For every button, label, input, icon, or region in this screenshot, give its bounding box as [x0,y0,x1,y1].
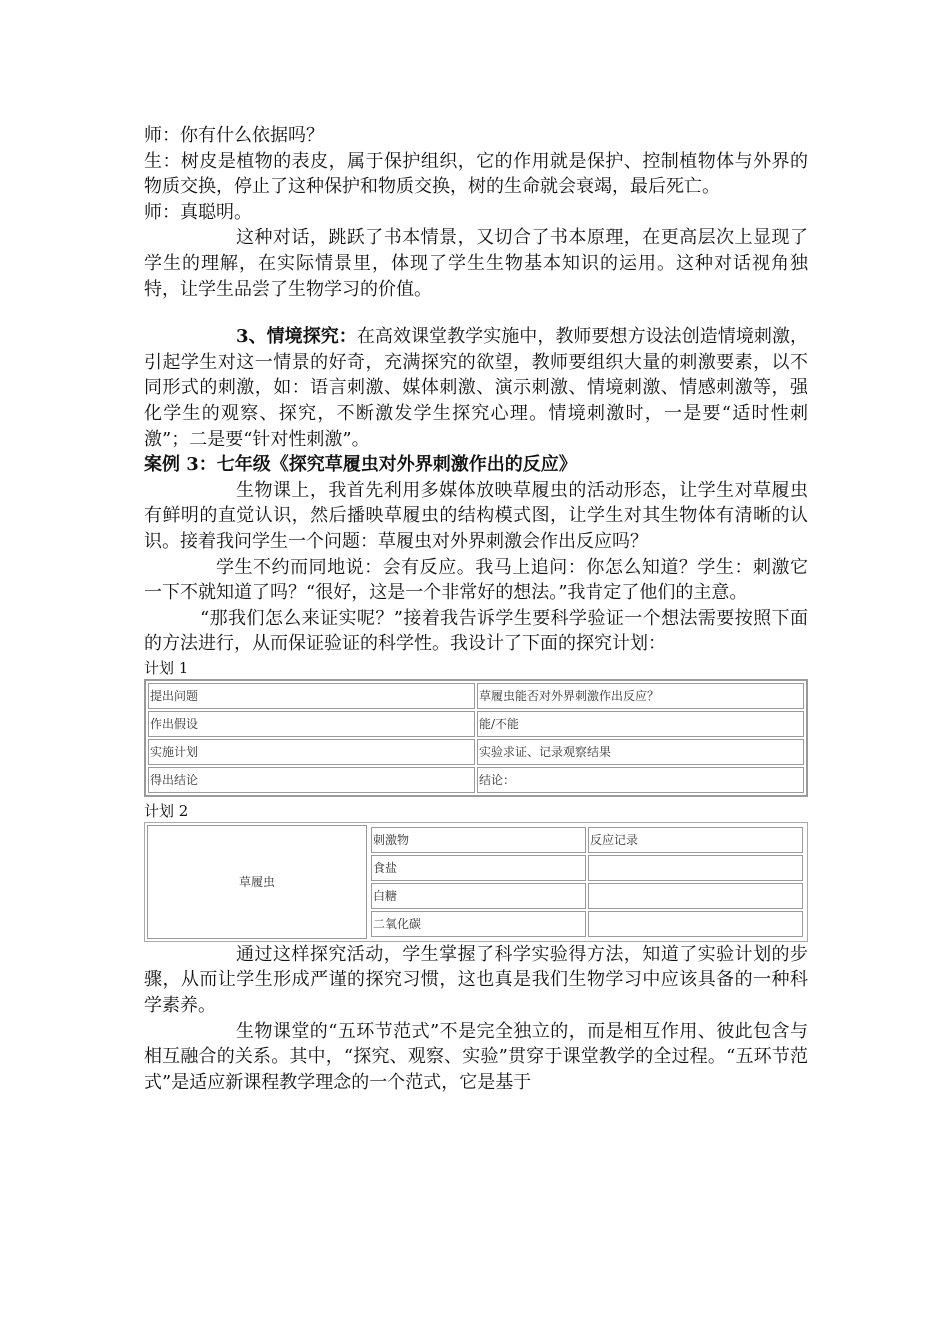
record-cell [588,855,803,881]
case-3-title: 案例 3：七年级《探究草履虫对外界刺激作出的反应》 [144,454,577,476]
record-cell [588,883,803,909]
plan-step-cell: 得出结论 [148,767,475,793]
table-row [147,825,805,939]
plan-2-table [144,822,808,942]
table-row [148,683,804,709]
stimulus-cell: 二氧化碳 [371,911,586,937]
record-header-cell: 反应记录 [588,827,803,853]
subject-cell: 草履虫 [147,825,367,939]
plan-step-cell: 提出问题 [148,683,475,709]
blank-line [144,302,808,324]
table-row [148,711,804,737]
dialogue-teacher-question: 师：你有什么依据吗？ [144,125,324,146]
table-row [148,739,804,765]
record-cell [588,911,803,937]
plan-content-cell: 能/不能 [477,711,804,737]
paragraph-student-reply: 学生不约而同地说：会有反应。我马上追问：你怎么知道？学生：刺激它一下不就知道了吗？“很好，这是一个非常好的想法。”我肯定了他们的主意。 [144,556,808,604]
paragraph-class-intro: 生物课上，我首先利用多媒体放映草履虫的活动形态，让学生对草履虫有鲜明的直觉认识，然后播映草履虫的结构模式图，让学生对其生物体有清晰的认识。接着我问学生一个问题：草履虫对外界刺激会作出反应吗？ [144,479,808,552]
table-row [148,767,804,793]
stimulus-header-cell: 刺激物 [371,827,586,853]
table-row [371,827,803,853]
plan-2-label: 计划 2 [144,801,189,820]
table-row [371,883,803,909]
paragraph-dialogue-comment: 这种对话，跳跃了书本情景，又切合了书本原理，在更高层次上显现了学生的理解，在实际情景里，体现了学生生物基本知识的运用。这种对话视角独特，让学生品尝了生物学习的价值。 [144,227,808,300]
section-3-text: 在高效课堂教学实施中，教师要想方设法创造情境刺激，引起学生对这一情景的好奇，充满探究的欲望，教师要组织大量的刺激要素，以不同形式的刺激，如：语言刺激、媒体刺激、演示刺激、情境刺激、情感刺激等，强化学生的观察、探究，不断激发学生探究心理。情境刺激时，一是要“适时性刺激”；二是要“针对性刺激”。 [144,326,808,450]
plan-content-cell: 实验求证、记录观察结果 [477,739,804,765]
dialogue-teacher-praise: 师：真聪明。 [144,201,252,223]
stimulus-grid [369,825,805,939]
table-row [371,855,803,881]
paragraph-plan-intro: “那我们怎么来证实呢？”接着我告诉学生要科学验证一个想法需要按照下面的方法进行，从而保证验证的科学性。我设计了下面的探究计划： [144,607,808,655]
plan-1-label: 计划 1 [144,658,189,677]
plan-content-cell: 结论： [477,767,804,793]
stimulus-cell: 食盐 [371,855,586,881]
plan-step-cell: 实施计划 [148,739,475,765]
plan-1-table [144,679,808,797]
paragraph-five-step: 生物课堂的“五环节范式”不是完全独立的，而是相互作用、彼此包含与相互融合的关系。其中，“探究、观察、实验”贯穿于课堂教学的全过程。“五环节范式”是适应新课程教学理念的一个范式，它是基于 [144,1020,808,1093]
table-row [371,911,803,937]
section-3-heading: 3、情境探究： [236,326,357,348]
plan-step-cell: 作出假设 [148,711,475,737]
dialogue-student-answer: 生：树皮是植物的表皮，属于保护组织，它的作用就是保护、控制植物体与外界的物质交换，停止了这种保护和物质交换，树的生命就会衰竭，最后死亡。 [144,150,808,198]
stimulus-table [369,825,805,939]
stimulus-cell: 白糖 [371,883,586,909]
paragraph-section-3 [144,324,808,452]
paragraph-summary: 通过这样探究活动，学生掌握了科学实验得方法，知道了实验计划的步骤，从而让学生形成严谨的探究习惯，这也真是我们生物学习中应该具备的一种科学素养。 [144,943,808,1017]
document-page [144,123,808,1095]
plan-content-cell: 草履虫能否对外界刺激作出反应？ [477,683,804,709]
